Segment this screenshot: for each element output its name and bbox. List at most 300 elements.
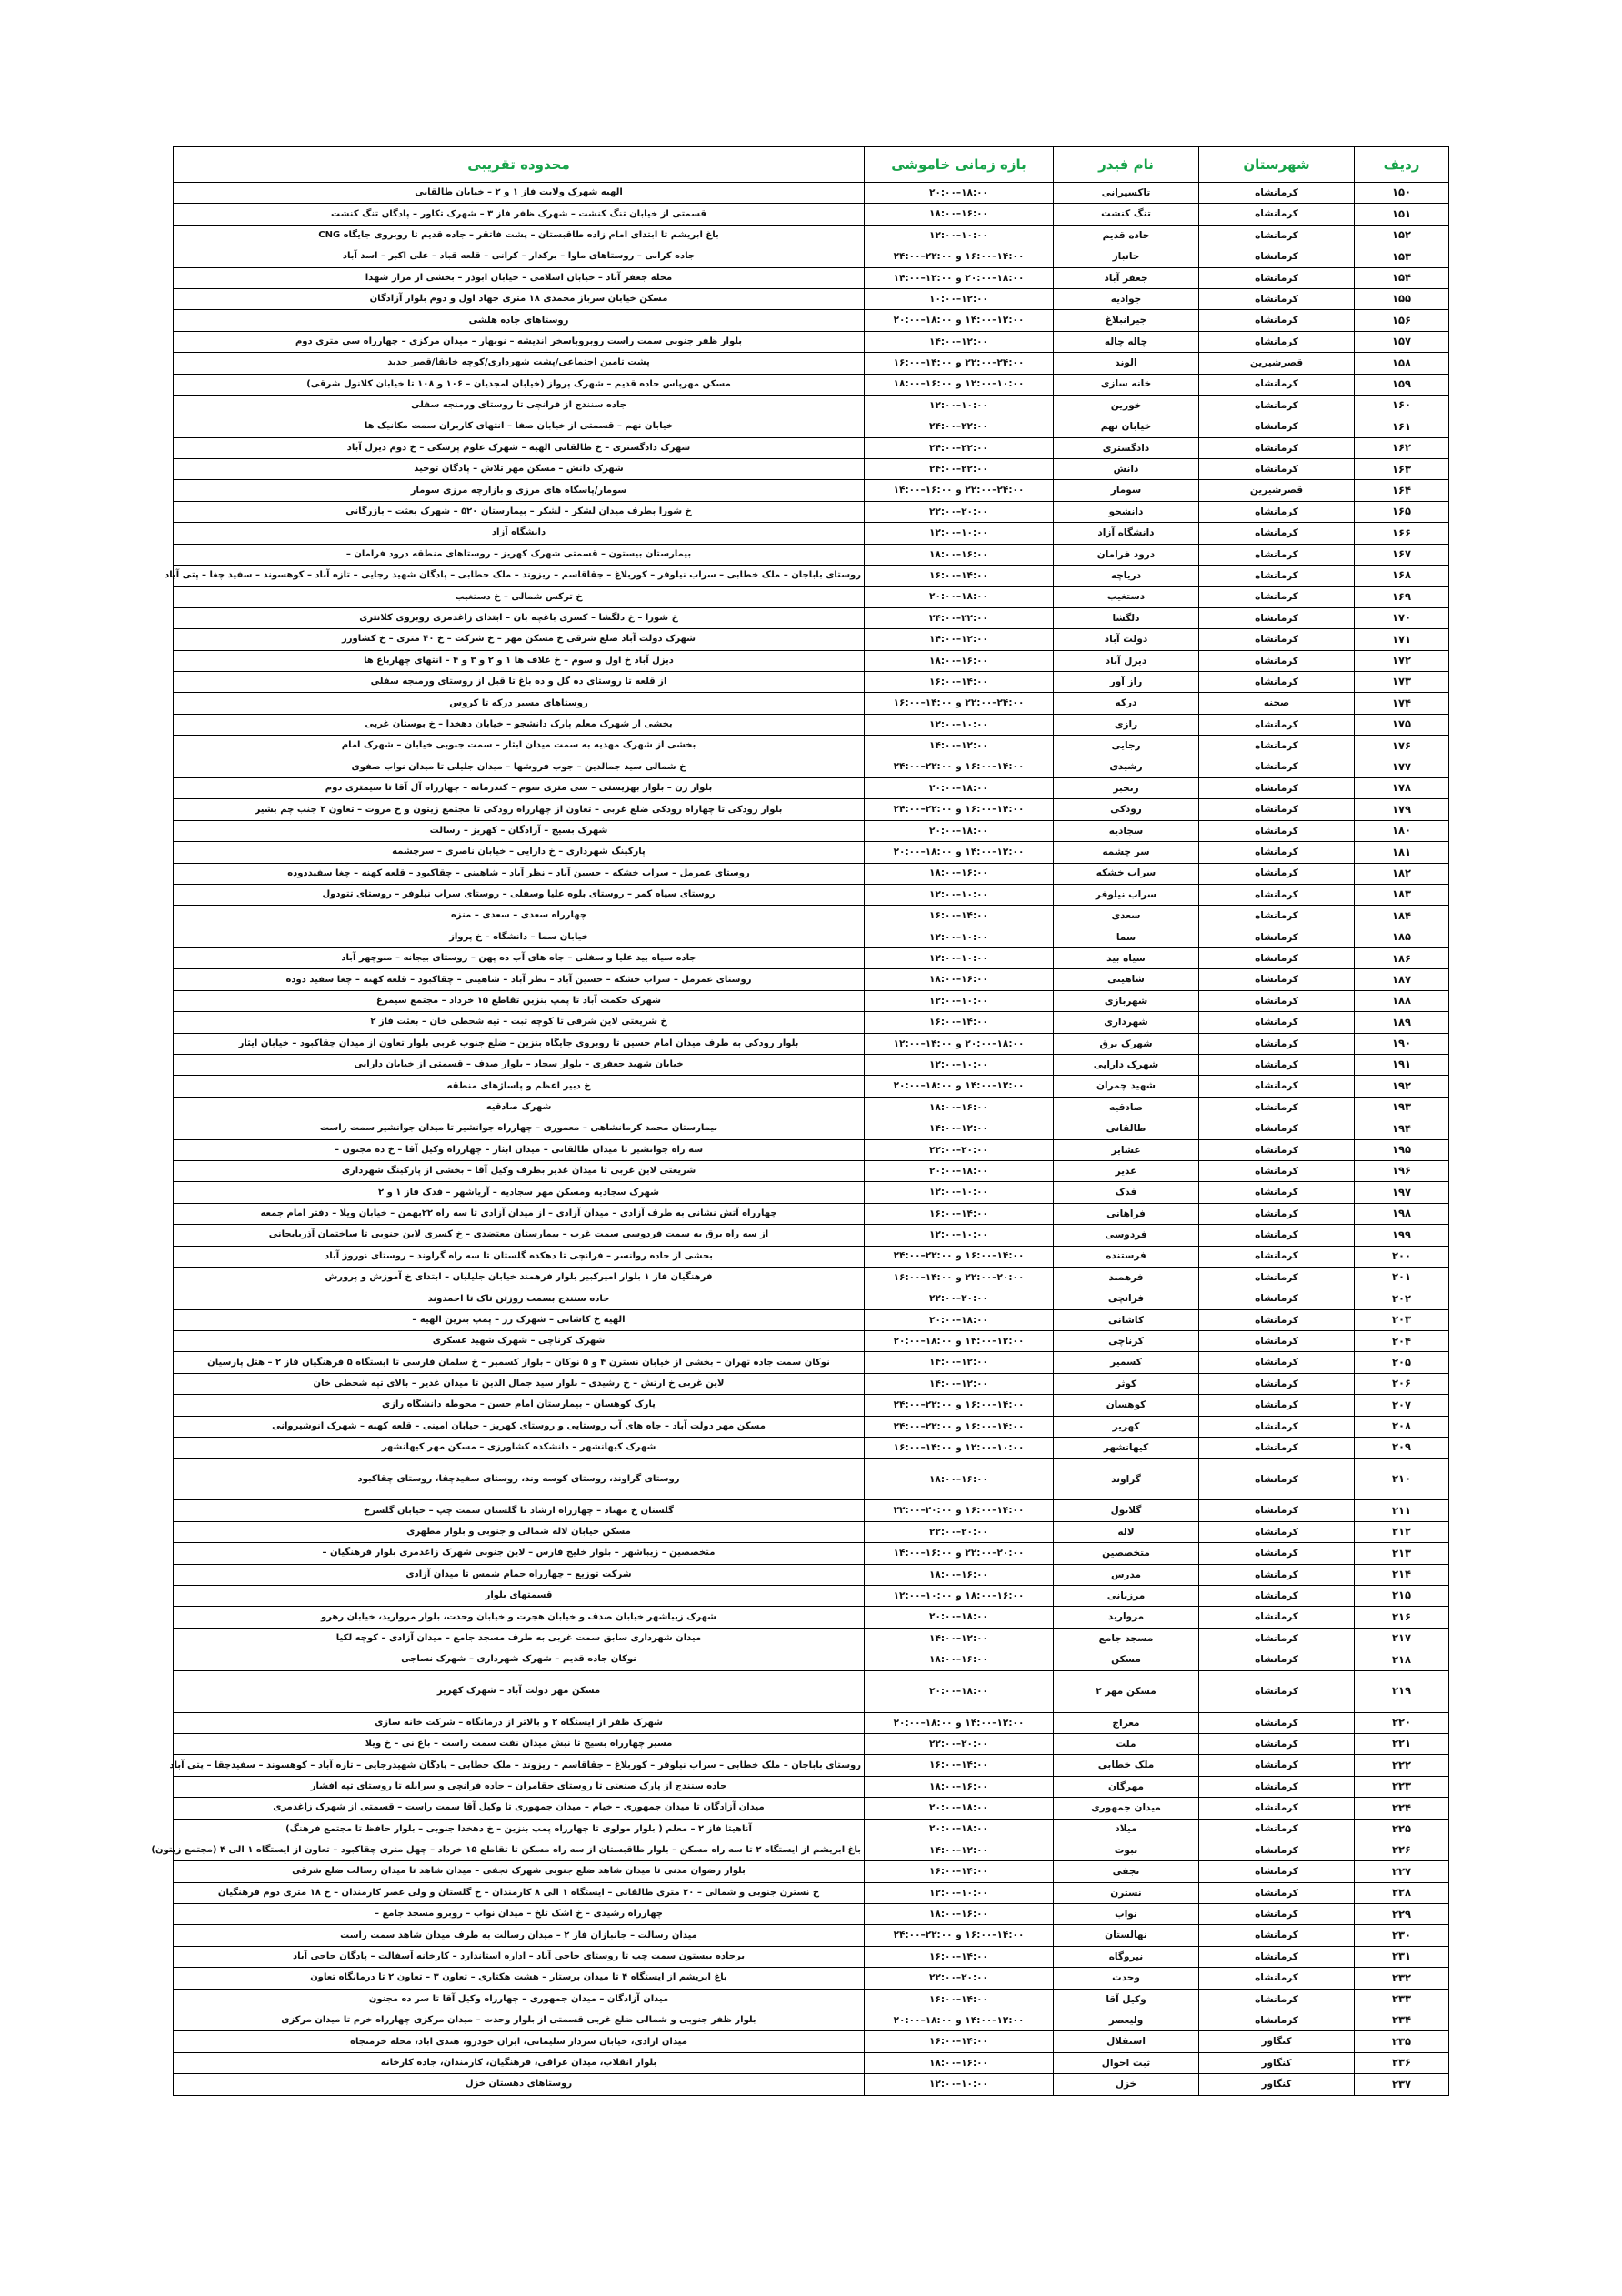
row-area-cell: خ شورا بطرف میدان لشکر – لشکر – بیمارستان ۵۲۰ – شهرک بعثت – بازرگانی bbox=[174, 501, 865, 522]
row-area-cell: جاده سنندج بسمت روزتن تاک تا احمدوند bbox=[174, 1288, 865, 1309]
row-index-cell: ۲۳۱ bbox=[1355, 1946, 1449, 1967]
row-area-cell: روستای عمرمل – سراب خشکه – حسین آباد – نظر آباد – شاهینی – چقاکبود – قلعه کهنه – چغا سفیددوده bbox=[174, 863, 865, 884]
row-time-cell: ۱۰:۰۰–۱۲:۰۰ bbox=[865, 1055, 1054, 1076]
row-feeder-cell: رازی bbox=[1054, 714, 1199, 735]
table-row bbox=[174, 1670, 1449, 1712]
row-area-cell: پارک کوهسان – بیمارستان امام حسن – محوطه دانشگاه رازی bbox=[174, 1395, 865, 1416]
row-area-cell: بخشی از شهرک مهدیه به سمت میدان ابثار – سمت جنوبی خیابان – شهرک امام bbox=[174, 736, 865, 757]
row-city-cell: کرمانشاه bbox=[1199, 2010, 1355, 2031]
row-index-cell: ۲۲۲ bbox=[1355, 1755, 1449, 1776]
table-row bbox=[174, 1160, 1449, 1181]
table-row bbox=[174, 990, 1449, 1011]
row-area-cell: شهرک دولت آباد ضلع شرقی خ مسکن مهر – خ شرکت – خ ۴۰ متری – خ کشاورز bbox=[174, 629, 865, 650]
row-time-cell: ۲۰:۰۰–۲۲:۰۰ و ۱۴:۰۰–۱۶:۰۰ bbox=[865, 1267, 1054, 1288]
row-city-cell: قصرشیرین bbox=[1199, 480, 1355, 501]
row-index-cell: ۱۸۸ bbox=[1355, 990, 1449, 1011]
table-row bbox=[174, 714, 1449, 735]
row-index-cell: ۲۳۷ bbox=[1355, 2074, 1449, 2095]
table-row bbox=[174, 1712, 1449, 1733]
table-row bbox=[174, 2031, 1449, 2052]
table-row bbox=[174, 2010, 1449, 2031]
row-index-cell: ۲۲۰ bbox=[1355, 1712, 1449, 1733]
row-feeder-cell: ولیعصر bbox=[1054, 2010, 1199, 2031]
row-index-cell: ۲۱۶ bbox=[1355, 1607, 1449, 1628]
row-time-cell: ۱۸:۰۰–۲۰:۰۰ bbox=[865, 1798, 1054, 1819]
row-area-cell: بیمارستان بیستون – قسمتی شهرک کهریز – روستاهای منطقه درود فرامان – bbox=[174, 544, 865, 565]
row-index-cell: ۱۶۷ bbox=[1355, 544, 1449, 565]
row-city-cell: کرمانشاه bbox=[1199, 990, 1355, 1011]
row-area-cell: روستاهای دهستان خزل bbox=[174, 2074, 865, 2095]
row-time-cell: ۱۲:۰۰–۱۴:۰۰ و ۱۸:۰۰–۲۰:۰۰ bbox=[865, 1076, 1054, 1097]
row-area-cell: بیمارستان محمد کرمانشاهی – معموری – چهارراه جوانشیر تا میدان جوانشیر سمت راست bbox=[174, 1118, 865, 1139]
row-time-cell: ۱۴:۰۰–۱۶:۰۰ bbox=[865, 1946, 1054, 1967]
table-row bbox=[174, 1819, 1449, 1840]
row-area-cell: از سه راه برق به سمت فردوسی سمت غرب – بیمارستان معتضدی – خ کسری لاین جنوبی تا ساختمان آذربایجانی bbox=[174, 1225, 865, 1246]
row-city-cell: کرمانشاه bbox=[1199, 1459, 1355, 1500]
row-city-cell: کرمانشاه bbox=[1199, 1712, 1355, 1733]
table-row bbox=[174, 1033, 1449, 1054]
row-time-cell: ۱۸:۰۰–۲۰:۰۰ bbox=[865, 1309, 1054, 1330]
row-area-cell: فرهنگیان فاز ۱ بلوار امیرکبیر بلوار فرهمند خیابان جلیلیان – ابتدای خ آموزش و پرورش bbox=[174, 1267, 865, 1288]
row-index-cell: ۱۶۸ bbox=[1355, 566, 1449, 587]
row-time-cell: ۱۸:۰۰–۲۰:۰۰ bbox=[865, 587, 1054, 607]
row-time-cell: ۲۲:۰۰–۲۴:۰۰ bbox=[865, 416, 1054, 437]
row-area-cell: بلوار انقلاب، میدان عراقی، فرهنگیان، کارمندان، جاده کارخانه bbox=[174, 2052, 865, 2073]
header-time: بازه زمانی خاموشی bbox=[865, 147, 1054, 183]
row-time-cell: ۱۲:۰۰–۱۴:۰۰ bbox=[865, 1840, 1054, 1860]
row-area-cell: جاده سنندج از پارک صنعتی تا روستای جقامران – جاده فرانچی و سرابله تا روستای تپه افشار bbox=[174, 1776, 865, 1797]
row-area-cell: روستاهای مسیر درکه تا کروس bbox=[174, 693, 865, 714]
row-index-cell: ۱۹۸ bbox=[1355, 1203, 1449, 1224]
row-index-cell: ۱۷۲ bbox=[1355, 650, 1449, 671]
row-index-cell: ۲۰۲ bbox=[1355, 1288, 1449, 1309]
row-feeder-cell: فرانچی bbox=[1054, 1288, 1199, 1309]
table-row bbox=[174, 1543, 1449, 1564]
row-feeder-cell: مهرگان bbox=[1054, 1776, 1199, 1797]
row-feeder-cell: ملک خطابی bbox=[1054, 1755, 1199, 1776]
row-area-cell: بلوار رودکی به طرف میدان امام حسین تا روبروی جایگاه بنزین – ضلع جنوب غربی بلوار تعاون از میدان چقاکبود – خیابان ایثار bbox=[174, 1033, 865, 1054]
row-time-cell: ۱۴:۰۰–۱۶:۰۰ و ۲۲:۰۰–۲۴:۰۰ bbox=[865, 799, 1054, 820]
row-feeder-cell: نجفی bbox=[1054, 1861, 1199, 1882]
row-time-cell: ۱۸:۰۰–۲۰:۰۰ bbox=[865, 1607, 1054, 1628]
row-city-cell: کرمانشاه bbox=[1199, 1118, 1355, 1139]
table-row bbox=[174, 1352, 1449, 1373]
row-city-cell: کرمانشاه bbox=[1199, 1012, 1355, 1033]
row-area-cell: بلوار ظفر جنوبی سمت راست روبروباسخر اندیشه – نوبهار – میدان مرکزی – چهارراه سی متری دوم bbox=[174, 331, 865, 352]
table-row bbox=[174, 1607, 1449, 1628]
row-feeder-cell: سجادیه bbox=[1054, 820, 1199, 841]
row-time-cell: ۱۰:۰۰–۱۲:۰۰ bbox=[865, 2074, 1054, 2095]
row-area-cell: بلوار ظفر جنوبی و شمالی ضلع غربی قسمتی از بلوار وحدت – میدان مرکزی چهارراه خرم تا میدان مرکزی bbox=[174, 2010, 865, 2031]
row-area-cell: شهرک کرناچی – شهرک شهید عسکری bbox=[174, 1331, 865, 1352]
row-feeder-cell: جعفر آباد bbox=[1054, 267, 1199, 288]
row-feeder-cell: سر چشمه bbox=[1054, 842, 1199, 863]
table-row bbox=[174, 1097, 1449, 1118]
row-area-cell: خ شریعتی لاین شرقی تا کوچه ثبت – تیه شحطی خان – بعثت فاز ۲ bbox=[174, 1012, 865, 1033]
row-city-cell: کنگاور bbox=[1199, 2074, 1355, 2095]
row-area-cell: خ شورا – خ دلگشا – کسری باغچه بان – ابتدای زاغدمری روبروی کلانتری bbox=[174, 607, 865, 628]
table-row bbox=[174, 863, 1449, 884]
row-index-cell: ۱۹۶ bbox=[1355, 1160, 1449, 1181]
row-city-cell: کرمانشاه bbox=[1199, 1521, 1355, 1542]
row-index-cell: ۲۲۹ bbox=[1355, 1904, 1449, 1925]
row-time-cell: ۱۲:۰۰–۱۴:۰۰ bbox=[865, 736, 1054, 757]
row-feeder-cell: مسجد جامع bbox=[1054, 1628, 1199, 1649]
row-city-cell: کرمانشاه bbox=[1199, 459, 1355, 480]
row-index-cell: ۱۶۶ bbox=[1355, 523, 1449, 544]
table-row bbox=[174, 395, 1449, 416]
row-city-cell: کرمانشاه bbox=[1199, 1395, 1355, 1416]
row-index-cell: ۲۱۹ bbox=[1355, 1670, 1449, 1712]
row-time-cell: ۱۶:۰۰–۱۸:۰۰ bbox=[865, 1776, 1054, 1797]
row-city-cell: کرمانشاه bbox=[1199, 1438, 1355, 1459]
row-time-cell: ۱۲:۰۰–۱۴:۰۰ و ۱۸:۰۰–۲۰:۰۰ bbox=[865, 1712, 1054, 1733]
row-time-cell: ۱۰:۰۰–۱۲:۰۰ bbox=[865, 714, 1054, 735]
row-area-cell: قسمتی از خیابان تنگ کنشت – شهرک ظفر فاز ۳ – شهرک تکاور – پادگان تنگ کنشت bbox=[174, 204, 865, 225]
row-time-cell: ۱۶:۰۰–۱۸:۰۰ bbox=[865, 1649, 1054, 1670]
row-time-cell: ۱۶:۰۰–۱۸:۰۰ bbox=[865, 1459, 1054, 1500]
row-city-cell: کرمانشاه bbox=[1199, 842, 1355, 863]
row-city-cell: کنگاور bbox=[1199, 2052, 1355, 2073]
row-index-cell: ۱۵۷ bbox=[1355, 331, 1449, 352]
row-city-cell: کرمانشاه bbox=[1199, 1097, 1355, 1118]
table-row bbox=[174, 2074, 1449, 2095]
row-area-cell: باغ ابریشم از ایستگاه ۴ تا میدان برستار – هشت هکتاری – تعاون ۳ – تعاون ۲ تا درمانگاه تعاون bbox=[174, 1968, 865, 1989]
row-city-cell: کرمانشاه bbox=[1199, 1968, 1355, 1989]
table-row bbox=[174, 948, 1449, 969]
row-time-cell: ۱۴:۰۰–۱۶:۰۰ bbox=[865, 1203, 1054, 1224]
row-feeder-cell: گراوند bbox=[1054, 1459, 1199, 1500]
row-index-cell: ۲۰۵ bbox=[1355, 1352, 1449, 1373]
row-index-cell: ۱۹۹ bbox=[1355, 1225, 1449, 1246]
row-time-cell: ۱۸:۰۰–۲۰:۰۰ bbox=[865, 1160, 1054, 1181]
row-feeder-cell: چاله چاله bbox=[1054, 331, 1199, 352]
row-area-cell: روستای باباجان – ملک خطابی – سراب نیلوفر – کوربلاغ – جقاقاسم – ریزوند – ملک خطابی – پادگان شهید رجایی – تازه آباد – کوهسوند – سفید چغا – پتی آباد bbox=[174, 566, 865, 587]
row-feeder-cell: میلاد bbox=[1054, 1819, 1199, 1840]
table-row bbox=[174, 501, 1449, 522]
row-time-cell: ۲۴:۰۰–۲۲:۰۰ و ۱۴:۰۰–۱۶:۰۰ bbox=[865, 353, 1054, 374]
row-feeder-cell: مسکن bbox=[1054, 1649, 1199, 1670]
table-row bbox=[174, 331, 1449, 352]
row-time-cell: ۲۲:۰۰–۲۴:۰۰ bbox=[865, 459, 1054, 480]
row-area-cell: بخشی از شهرک معلم پارک دانشجو – خیابان دهخدا – خ بوستان غربی bbox=[174, 714, 865, 735]
row-feeder-cell: کهریز bbox=[1054, 1416, 1199, 1437]
row-index-cell: ۱۷۵ bbox=[1355, 714, 1449, 735]
table-row bbox=[174, 1438, 1449, 1459]
table-row bbox=[174, 736, 1449, 757]
table-row bbox=[174, 225, 1449, 246]
table-row bbox=[174, 1904, 1449, 1925]
row-time-cell: ۱۰:۰۰–۱۲:۰۰ bbox=[865, 523, 1054, 544]
table-row bbox=[174, 1267, 1449, 1288]
row-feeder-cell: گلانول bbox=[1054, 1500, 1199, 1521]
row-city-cell: کرمانشاه bbox=[1199, 1840, 1355, 1860]
table-row bbox=[174, 1733, 1449, 1754]
row-feeder-cell: فرهمند bbox=[1054, 1267, 1199, 1288]
row-feeder-cell: کسمیر bbox=[1054, 1352, 1199, 1373]
row-area-cell: جاده سنندج از فرانچی تا روستای ورمنجه سفلی bbox=[174, 395, 865, 416]
row-index-cell: ۲۰۷ bbox=[1355, 1395, 1449, 1416]
row-city-cell: کرمانشاه bbox=[1199, 799, 1355, 820]
row-time-cell: ۱۶:۰۰–۱۸:۰۰ bbox=[865, 1904, 1054, 1925]
table-row bbox=[174, 1649, 1449, 1670]
table-row bbox=[174, 1946, 1449, 1967]
table-row bbox=[174, 1055, 1449, 1076]
row-feeder-cell: میدان جمهوری bbox=[1054, 1798, 1199, 1819]
row-area-cell: شهرک سجادیه ومسکن مهر سجادیه – آریاشهر – فدک فاز ۱ و ۲ bbox=[174, 1182, 865, 1203]
row-index-cell: ۲۰۹ bbox=[1355, 1438, 1449, 1459]
row-city-cell: کرمانشاه bbox=[1199, 884, 1355, 905]
row-city-cell: کرمانشاه bbox=[1199, 1861, 1355, 1882]
row-index-cell: ۲۱۵ bbox=[1355, 1586, 1449, 1607]
row-index-cell: ۱۹۵ bbox=[1355, 1139, 1449, 1160]
row-area-cell: مسکن خیابان لاله شمالی و جنوبی و بلوار مطهری bbox=[174, 1521, 865, 1542]
row-city-cell: کرمانشاه bbox=[1199, 204, 1355, 225]
row-time-cell: ۱۲:۰۰–۱۴:۰۰ bbox=[865, 331, 1054, 352]
row-city-cell: کرمانشاه bbox=[1199, 416, 1355, 437]
row-time-cell: ۱۴:۰۰–۱۶:۰۰ و ۲۲:۰۰–۲۴:۰۰ bbox=[865, 757, 1054, 777]
row-area-cell: شهرک صادقیه bbox=[174, 1097, 865, 1118]
row-time-cell: ۱۲:۰۰–۱۴:۰۰ bbox=[865, 1373, 1054, 1394]
row-area-cell: روستای باباجان – ملک خطابی – سراب نیلوفر – کوربلاغ – جقاقاسم – ریزوند – ملک خطابی – پادگان شهیدرجایی – تازه آباد – کوهسوند – سفیدچقا – پتی آباد bbox=[174, 1755, 865, 1776]
row-feeder-cell: نیروگاه bbox=[1054, 1946, 1199, 1967]
row-city-cell: کرمانشاه bbox=[1199, 374, 1355, 395]
row-feeder-cell: شهرک برق bbox=[1054, 1033, 1199, 1054]
table-row bbox=[174, 267, 1449, 288]
row-area-cell: شهرک دانش – مسکن مهر تلاش – پادگان توحید bbox=[174, 459, 865, 480]
table-row bbox=[174, 906, 1449, 927]
row-index-cell: ۲۰۰ bbox=[1355, 1246, 1449, 1267]
row-feeder-cell: دلگشا bbox=[1054, 607, 1199, 628]
row-time-cell: ۱۶:۰۰–۱۸:۰۰ bbox=[865, 1097, 1054, 1118]
row-area-cell: سه راه جوانشیر تا میدان طالقانی – میدان ابثار – چهارراه وکیل آقا – خ ده مجنون – bbox=[174, 1139, 865, 1160]
row-feeder-cell: عشایر bbox=[1054, 1139, 1199, 1160]
row-time-cell: ۱۰:۰۰–۱۲:۰۰ bbox=[865, 927, 1054, 947]
row-time-cell: ۱۴:۰۰–۱۶:۰۰ و ۲۲:۰۰–۲۴:۰۰ bbox=[865, 1246, 1054, 1267]
row-index-cell: ۱۸۱ bbox=[1355, 842, 1449, 863]
row-feeder-cell: فراهانی bbox=[1054, 1203, 1199, 1224]
row-time-cell: ۱۸:۰۰–۲۰:۰۰ و ۱۲:۰۰–۱۴:۰۰ bbox=[865, 267, 1054, 288]
row-time-cell: ۱۴:۰۰–۱۶:۰۰ bbox=[865, 1755, 1054, 1776]
row-feeder-cell: سیاه بید bbox=[1054, 948, 1199, 969]
row-time-cell: ۲۰:۰۰–۲۲:۰۰ و ۱۶:۰۰–۱۴:۰۰ bbox=[865, 1543, 1054, 1564]
row-feeder-cell: شهرداری bbox=[1054, 1012, 1199, 1033]
row-time-cell: ۲۰:۰۰–۲۲:۰۰ bbox=[865, 1733, 1054, 1754]
row-city-cell: کرمانشاه bbox=[1199, 757, 1355, 777]
row-city-cell: کرمانشاه bbox=[1199, 1904, 1355, 1925]
row-feeder-cell: درکه bbox=[1054, 693, 1199, 714]
row-area-cell: خ دبیر اعظم و پاساژهای منطقه bbox=[174, 1076, 865, 1097]
row-city-cell: کرمانشاه bbox=[1199, 1055, 1355, 1076]
row-index-cell: ۱۹۰ bbox=[1355, 1033, 1449, 1054]
row-index-cell: ۱۹۱ bbox=[1355, 1055, 1449, 1076]
row-time-cell: ۱۶:۰۰–۱۸:۰۰ bbox=[865, 2052, 1054, 2073]
row-feeder-cell: رنجبر bbox=[1054, 777, 1199, 798]
row-city-cell: کرمانشاه bbox=[1199, 1564, 1355, 1585]
row-index-cell: ۲۳۴ bbox=[1355, 2010, 1449, 2031]
row-feeder-cell: مدرس bbox=[1054, 1564, 1199, 1585]
table-row bbox=[174, 480, 1449, 501]
row-area-cell: مسیر چهارراه بسیج تا نبش میدان نفت سمت راست – باغ نی – خ ویلا bbox=[174, 1733, 865, 1754]
row-feeder-cell: فردوسی bbox=[1054, 1225, 1199, 1246]
row-time-cell: ۱۰:۰۰–۱۲:۰۰ bbox=[865, 1225, 1054, 1246]
table-row bbox=[174, 1989, 1449, 2010]
table-row bbox=[174, 587, 1449, 607]
table-row bbox=[174, 1395, 1449, 1416]
row-city-cell: کرمانشاه bbox=[1199, 671, 1355, 692]
row-time-cell: ۱۲:۰۰–۱۴:۰۰ bbox=[865, 1628, 1054, 1649]
row-feeder-cell: فرستنده bbox=[1054, 1246, 1199, 1267]
row-time-cell: ۱۶:۰۰–۱۸:۰۰ bbox=[865, 204, 1054, 225]
row-feeder-cell: راز آور bbox=[1054, 671, 1199, 692]
row-feeder-cell: لاله bbox=[1054, 1521, 1199, 1542]
row-time-cell: ۱۴:۰۰–۱۶:۰۰ و ۲۲:۰۰–۲۴:۰۰ bbox=[865, 1416, 1054, 1437]
row-time-cell: ۱۰:۰۰–۱۲:۰۰ bbox=[865, 884, 1054, 905]
row-time-cell: ۱۴:۰۰–۱۶:۰۰ bbox=[865, 566, 1054, 587]
row-area-cell: لاین غربی خ ارتش – خ رشیدی – بلوار سید جمال الدین تا میدان غدیر – بالای تپه شحطی خان bbox=[174, 1373, 865, 1394]
row-area-cell: نوکان جاده قدیم – شهرک شهرداری – شهرک نساجی bbox=[174, 1649, 865, 1670]
row-time-cell: ۱۶:۰۰–۱۸:۰۰ bbox=[865, 650, 1054, 671]
table-row bbox=[174, 629, 1449, 650]
row-city-cell: کنگاور bbox=[1199, 2031, 1355, 2052]
row-feeder-cell: دیزل آباد bbox=[1054, 650, 1199, 671]
row-feeder-cell: مسکن مهر ۲ bbox=[1054, 1670, 1199, 1712]
row-city-cell: کرمانشاه bbox=[1199, 1882, 1355, 1903]
row-feeder-cell: خزل bbox=[1054, 2074, 1199, 2095]
row-area-cell: بلوار زن – بلوار بهزیستی – سی متری سوم – کندرمانه – چهارراه آل آقا تا سیمتری دوم bbox=[174, 777, 865, 798]
row-index-cell: ۲۳۲ bbox=[1355, 1968, 1449, 1989]
row-city-cell: کرمانشاه bbox=[1199, 1500, 1355, 1521]
row-city-cell: کرمانشاه bbox=[1199, 736, 1355, 757]
row-city-cell: کرمانشاه bbox=[1199, 183, 1355, 204]
row-feeder-cell: مروارید bbox=[1054, 1607, 1199, 1628]
row-city-cell: کرمانشاه bbox=[1199, 863, 1355, 884]
outage-schedule-table bbox=[151, 146, 1449, 2096]
row-feeder-cell: جوادیه bbox=[1054, 288, 1199, 309]
row-area-cell: روستای گراوند، روستای کوسه وند، روستای سفیدچقا، روستای چقاکبود bbox=[174, 1459, 865, 1500]
row-feeder-cell: سراب نیلوفر bbox=[1054, 884, 1199, 905]
row-city-cell: کرمانشاه bbox=[1199, 437, 1355, 458]
row-time-cell: ۱۰:۰۰–۱۲:۰۰ bbox=[865, 948, 1054, 969]
row-feeder-cell: سومار bbox=[1054, 480, 1199, 501]
row-time-cell: ۱۲:۰۰–۱۴:۰۰ bbox=[865, 1352, 1054, 1373]
row-time-cell: ۱۲:۰۰–۱۴:۰۰ و ۱۸:۰۰–۲۰:۰۰ bbox=[865, 310, 1054, 331]
row-area-cell: سومار/پاسگاه های مرزی و بازارچه مرزی سومار bbox=[174, 480, 865, 501]
row-index-cell: ۱۷۰ bbox=[1355, 607, 1449, 628]
row-index-cell: ۲۲۵ bbox=[1355, 1819, 1449, 1840]
row-city-cell: کرمانشاه bbox=[1199, 1182, 1355, 1203]
row-area-cell: دانشگاه آزاد bbox=[174, 523, 865, 544]
row-city-cell: کرمانشاه bbox=[1199, 1925, 1355, 1946]
table-row bbox=[174, 459, 1449, 480]
row-time-cell: ۱۴:۰۰–۱۶:۰۰ و ۲۲:۰۰–۲۴:۰۰ bbox=[865, 1925, 1054, 1946]
row-time-cell: ۱۰:۰۰–۱۲:۰۰ bbox=[865, 1182, 1054, 1203]
row-city-cell: کرمانشاه bbox=[1199, 1309, 1355, 1330]
row-index-cell: ۱۸۵ bbox=[1355, 927, 1449, 947]
row-city-cell: کرمانشاه bbox=[1199, 1352, 1355, 1373]
row-area-cell: روستاهای جاده هلشی bbox=[174, 310, 865, 331]
table-row bbox=[174, 246, 1449, 267]
row-area-cell: میدان آزادگان تا میدان جمهوری – خیام – میدان جمهوری تا وکیل آقا سمت راست – قسمتی از شهرک زاغدمری bbox=[174, 1798, 865, 1819]
row-city-cell: کرمانشاه bbox=[1199, 1160, 1355, 1181]
row-area-cell: بلوار رودکی تا چهاراه رودکی ضلع غربی – تعاون از چهارراه رودکی تا مجتمع زیتون و خ مروت – تعاون ۲ جنب چم بشیر bbox=[174, 799, 865, 820]
row-area-cell: چهارراه آتش نشانی به طرف آزادی – میدان آزادی – از میدان آزادی تا سه راه ۲۲بهمن – خیابان ویلا – دفتر امام جمعه bbox=[174, 1203, 865, 1224]
row-index-cell: ۱۵۱ bbox=[1355, 204, 1449, 225]
table-row bbox=[174, 1586, 1449, 1607]
row-time-cell: ۲۰:۰۰–۲۲:۰۰ bbox=[865, 1288, 1054, 1309]
row-feeder-cell: شهید چمران bbox=[1054, 1076, 1199, 1097]
row-area-cell: شهرک زیباشهر خیابان صدف و خیابان هجرت و خیابان وحدت، بلوار مروارید، خیابان رهرو bbox=[174, 1607, 865, 1628]
row-feeder-cell: تنگ کنشت bbox=[1054, 204, 1199, 225]
row-city-cell: کرمانشاه bbox=[1199, 1246, 1355, 1267]
row-area-cell: الهیه شهرک ولایت فاز ۱ و ۲ – خیابان طالقانی bbox=[174, 183, 865, 204]
row-time-cell: ۱۶:۰۰–۱۸:۰۰ و ۱۰:۰۰–۱۲:۰۰ bbox=[865, 1586, 1054, 1607]
row-feeder-cell: تاکسیرانی bbox=[1054, 183, 1199, 204]
row-area-cell: چهارراه رشیدی – خ اشک تلخ – میدان نواب – روبرو مسجد جامع – bbox=[174, 1904, 865, 1925]
table-row bbox=[174, 183, 1449, 204]
table-row bbox=[174, 650, 1449, 671]
row-index-cell: ۱۵۵ bbox=[1355, 288, 1449, 309]
row-feeder-cell: دادگستری bbox=[1054, 437, 1199, 458]
row-index-cell: ۱۹۴ bbox=[1355, 1118, 1449, 1139]
row-feeder-cell: کوثر bbox=[1054, 1373, 1199, 1394]
row-area-cell: پارکینگ شهرداری – خ دارایی – خیابان ناصری – سرچشمه bbox=[174, 842, 865, 863]
row-index-cell: ۱۵۶ bbox=[1355, 310, 1449, 331]
row-index-cell: ۱۹۷ bbox=[1355, 1182, 1449, 1203]
row-feeder-cell: دانشجو bbox=[1054, 501, 1199, 522]
row-city-cell: قصرشیرین bbox=[1199, 353, 1355, 374]
row-time-cell: ۱۶:۰۰–۱۸:۰۰ bbox=[865, 544, 1054, 565]
row-city-cell: کرمانشاه bbox=[1199, 225, 1355, 246]
row-area-cell: متخصصین – زیباشهر – بلوار خلیج فارس – لاین جنوبی شهرک زاغدمری بلوار فرهنگیان – bbox=[174, 1543, 865, 1564]
table-row bbox=[174, 1416, 1449, 1437]
row-area-cell: مسکن خیابان سرباز محمدی ۱۸ متری جهاد اول و دوم بلوار آزادگان bbox=[174, 288, 865, 309]
row-city-cell: کرمانشاه bbox=[1199, 246, 1355, 267]
row-feeder-cell: ثبت احوال bbox=[1054, 2052, 1199, 2073]
row-area-cell: خ نسترن جنوبی و شمالی – ۲۰ متری طالقانی – ایستگاه ۱ الی ۸ کارمندان – خ گلستان و ولی عصر کارمندان – خ ۱۸ متری دوم فرهنگیان bbox=[174, 1882, 865, 1903]
table-row bbox=[174, 1861, 1449, 1882]
row-area-cell: میدان ازادی، خیابان سردار سلیمانی، ایران خودرو، هندی اباد، محله خرمنجاه bbox=[174, 2031, 865, 2052]
row-city-cell: کرمانشاه bbox=[1199, 1946, 1355, 1967]
row-index-cell: ۱۷۱ bbox=[1355, 629, 1449, 650]
row-feeder-cell: شهربازی bbox=[1054, 990, 1199, 1011]
table-header-row bbox=[174, 147, 1449, 183]
row-area-cell: مسکن مهر دولت آباد – جاه های آب روستایی و روستای کهریز – خیابان امینی – قلعه کهنه – شهرک انوشیروانی bbox=[174, 1416, 865, 1437]
row-area-cell: گلستان خ مهناد – چهارراه ارشاد تا گلستان سمت چپ – خیابان گلسرخ bbox=[174, 1500, 865, 1521]
row-index-cell: ۱۶۹ bbox=[1355, 587, 1449, 607]
row-area-cell: شهرک ظفر از ایستگاه ۲ و بالاتر از درمانگاه – شرکت خانه سازی bbox=[174, 1712, 865, 1733]
row-index-cell: ۱۹۲ bbox=[1355, 1076, 1449, 1097]
row-index-cell: ۱۸۴ bbox=[1355, 906, 1449, 927]
row-time-cell: ۱۲:۰۰–۱۴:۰۰ bbox=[865, 629, 1054, 650]
row-index-cell: ۱۶۵ bbox=[1355, 501, 1449, 522]
table-row bbox=[174, 1118, 1449, 1139]
row-time-cell: ۱۴:۰۰–۱۶:۰۰ bbox=[865, 671, 1054, 692]
table-row bbox=[174, 777, 1449, 798]
row-feeder-cell: دستغیب bbox=[1054, 587, 1199, 607]
row-time-cell: ۱۰:۰۰–۱۲:۰۰ و ۱۴:۰۰–۱۶:۰۰ bbox=[865, 1438, 1054, 1459]
row-feeder-cell: شهرک دارایی bbox=[1054, 1055, 1199, 1076]
table-row bbox=[174, 1182, 1449, 1203]
row-time-cell: ۲۰:۰۰–۲۲:۰۰ bbox=[865, 1139, 1054, 1160]
row-time-cell: ۱۸:۰۰–۲۰:۰۰ bbox=[865, 183, 1054, 204]
row-index-cell: ۱۵۹ bbox=[1355, 374, 1449, 395]
row-feeder-cell: کاشانی bbox=[1054, 1309, 1199, 1330]
row-feeder-cell: کوهسان bbox=[1054, 1395, 1199, 1416]
row-index-cell: ۱۸۶ bbox=[1355, 948, 1449, 969]
table-row bbox=[174, 1331, 1449, 1352]
table-body bbox=[151, 183, 1449, 2096]
